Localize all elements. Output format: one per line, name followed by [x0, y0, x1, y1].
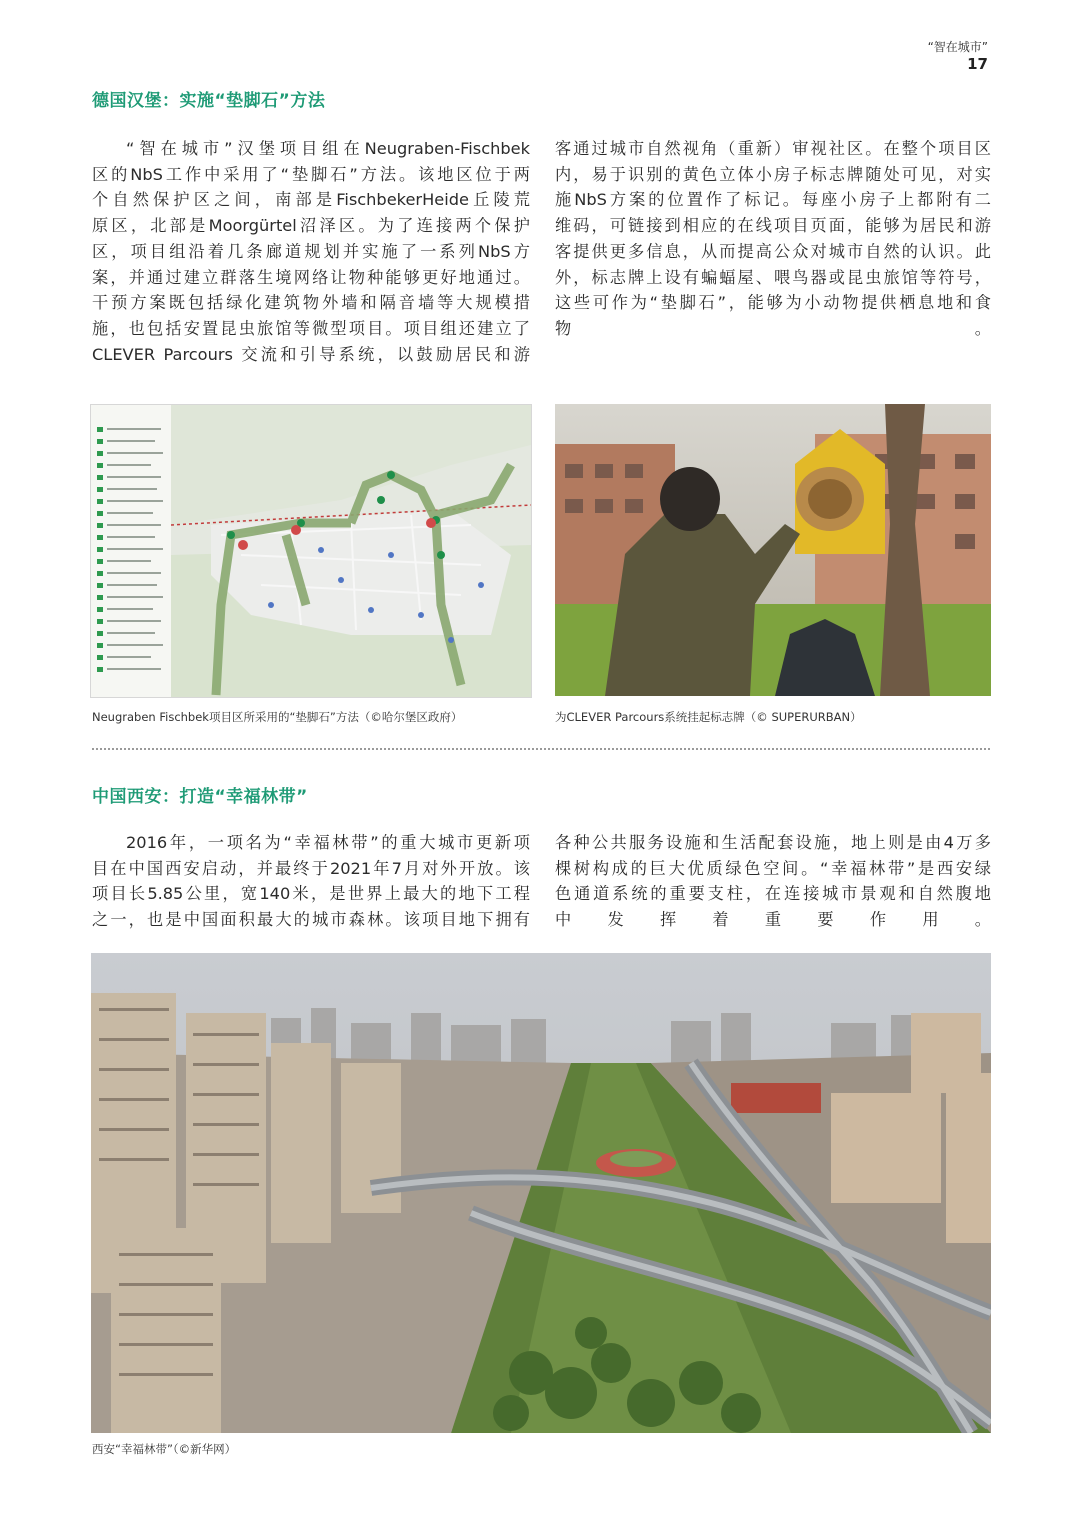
- text-line: 色通道系统的重要支柱，在连接城市景观和自然腹地: [555, 884, 991, 904]
- xian-text-col1: [92, 830, 530, 933]
- text-line: 这些可作为“垫脚石”，能够为小动物提供栖息地和食: [555, 293, 991, 313]
- map-caption: Neugraben Fischbek项目区所采用的“垫脚石”方法（©哈尔堡区政府）: [92, 710, 463, 724]
- text-line: 客通过城市自然视角（重新）审视社区。在整个项目区: [555, 139, 991, 158]
- text-line: 个自然保护区之间，南部是FischbekerHeide丘陵荒: [92, 190, 530, 210]
- text-line: CLEVER Parcours 交流和引导系统，以鼓励居民和游: [92, 344, 530, 364]
- text-line: 原区，北部是Moorgürtel沼泽区。为了连接两个保护: [92, 216, 530, 236]
- photo-caption-xian: 西安“幸福林带”（©新华网）: [92, 1442, 237, 1456]
- text-line: 之一，也是中国面积最大的城市森林。该项目地下拥有: [92, 910, 530, 930]
- text-line: 2016年，一项名为“幸福林带”的重大城市更新项: [126, 833, 530, 852]
- hamburg-text-col2: [555, 136, 991, 342]
- xian-text-col2: [555, 830, 991, 933]
- text-line: 项目长5.85公里，宽140米，是世界上最大的地下工程: [92, 884, 530, 904]
- text-line: 干预方案既包括绿化建筑物外墙和隔音墙等大规模措: [92, 293, 530, 313]
- text-line: 案，并通过建立群落生境网络让物种能够更好地通过。: [92, 267, 530, 287]
- text-line: 内，易于识别的黄色立体小房子标志牌随处可见，对实: [555, 164, 991, 184]
- section-divider: [92, 748, 990, 750]
- hamburg-text-col1: [92, 136, 530, 367]
- text-line: 区，项目组沿着几条廊道规划并实施了一系列NbS方: [92, 241, 530, 261]
- text-line: “智在城市”汉堡项目组在Neugraben-Fischbek: [126, 139, 530, 158]
- stepping-stone-map: [90, 404, 532, 698]
- text-line: 维码，可链接到相应的在线项目页面，能够为居民和游: [555, 216, 991, 236]
- page-number: 17: [967, 55, 988, 73]
- xian-aerial-photo: [91, 953, 991, 1433]
- text-line: 施NbS方案的位置作了标记。每座小房子上都附有二: [555, 190, 991, 210]
- text-line: 区的NbS工作中采用了“垫脚石”方法。该地区位于两: [92, 164, 530, 184]
- text-line: 各种公共服务设施和生活配套设施，地上则是由4万多: [555, 833, 991, 852]
- photo-caption-sign: 为CLEVER Parcours系统挂起标志牌（© SUPERURBAN）: [555, 710, 862, 724]
- magazine-tag: “智在城市”: [927, 40, 988, 54]
- text-line: 施，也包括安置昆虫旅馆等微型项目。项目组还建立了: [92, 318, 530, 338]
- text-line: 目在中国西安启动，并最终于2021年7月对外开放。该: [92, 858, 530, 878]
- text-line: 外，标志牌上设有蝙蝠屋、喂鸟器或昆虫旅馆等符号，: [555, 267, 991, 287]
- sign-mounting-photo: [555, 404, 991, 696]
- text-line: 棵树构成的巨大优质绿色空间。“幸福林带”是西安绿: [555, 858, 991, 878]
- text-line: 客提供更多信息，从而提高公众对城市自然的认识。此: [555, 241, 991, 261]
- section-title-hamburg: 德国汉堡：实施“垫脚石”方法: [92, 91, 326, 111]
- text-line: 中发挥着重要作用。: [555, 910, 991, 930]
- section-title-xian: 中国西安：打造“幸福林带”: [92, 787, 308, 807]
- text-line: 物。: [555, 318, 991, 338]
